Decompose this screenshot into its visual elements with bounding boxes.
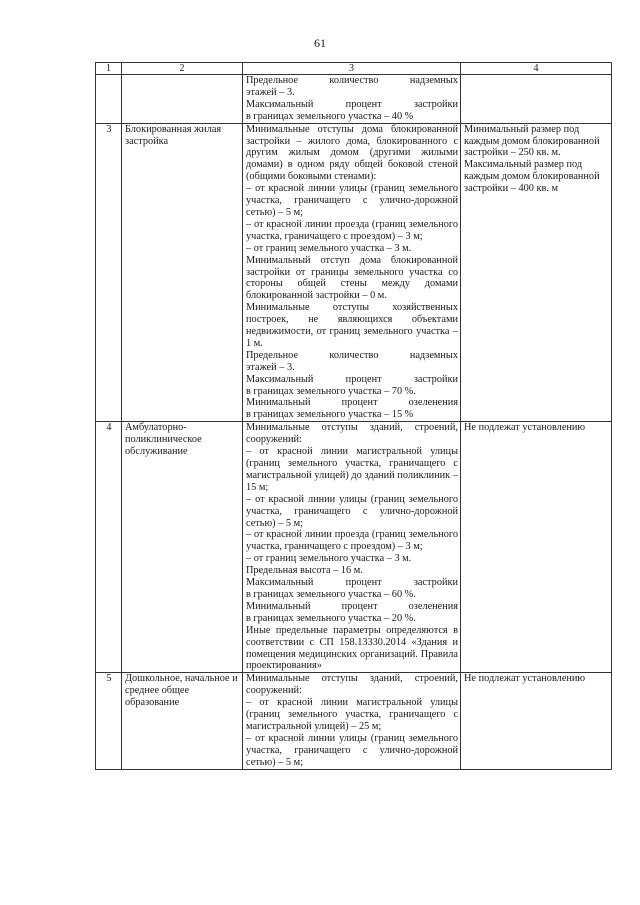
parameter-paragraph: Максимальный процент застройки — [246, 373, 458, 385]
parameter-paragraph: – от красной линии магистральной улицы (границ земельного участка, граничащего с магистральной улицей) до зданий поликлиник – 15 м; — [246, 446, 458, 493]
parameter-paragraph: Предельное количество надземных — [246, 349, 458, 361]
size-limit-paragraph: Не подлежат установлению — [464, 422, 586, 434]
parameter-paragraph: в границах земельного участка – 60 %. — [246, 588, 416, 600]
parameter-paragraph: Минимальный процент озеленения — [246, 600, 458, 612]
size-limit-paragraph: Минимальный размер под каждым домом блокированной застройки – 250 кв. м. — [464, 123, 600, 159]
parameter-paragraph: Иные предельные параметры определяются в соответствии с СП 158.13330.2014 «Здания и помещения медицинских организаций. Правила проектирования» — [246, 624, 458, 672]
size-limit-paragraph: Максимальный размер под каждым домом блокированной застройки – 400 кв. м — [464, 159, 600, 195]
size-limits-cell — [461, 673, 612, 769]
parameter-paragraph: Максимальный процент застройки — [246, 577, 458, 589]
parameter-paragraph: – от красной линии улицы (границ земельного участка, граничащего с улично-дорожной сетью) – 5 м; — [246, 732, 458, 768]
table-row — [96, 123, 612, 422]
parameters-cell — [243, 422, 461, 673]
parameter-paragraph: – от красной линии проезда (границ земельного участка, граничащего с проездом) – 3 м; — [246, 529, 458, 553]
size-limits-cell — [461, 123, 612, 422]
parameter-paragraph: этажей – 3. — [246, 361, 295, 373]
parameter-paragraph: – от красной линии улицы (границ земельного участка, граничащего с улично-дорожной сетью) – 5 м; — [246, 493, 458, 529]
parameters-cell — [243, 673, 461, 769]
land-use-name-cell — [122, 75, 243, 124]
parameter-paragraph: этажей – 3. — [246, 86, 295, 98]
parameter-paragraph: Минимальный отступ дома блокированной застройки от границы земельного участка со стороны общей стены между домами блокированной застройки – 0 м. — [246, 254, 458, 302]
parameter-paragraph: – от красной линии проезда (границ земельного участка, граничащего с проездом) – 3 м; — [246, 218, 458, 242]
parameter-paragraph: Минимальные отступы дома блокированной застройки – жилого дома, блокированного с другим жилым домом (другими жилыми домами) в одном ряду общей боковой стеной (общими боковыми стенами): — [246, 123, 458, 183]
parameter-paragraph: в границах земельного участка – 20 %. — [246, 612, 416, 624]
land-use-name-cell: Блокированная жилая застройка — [122, 123, 243, 422]
row-number-cell: 4 — [96, 422, 122, 673]
table-row — [96, 673, 612, 769]
column-header: 4 — [461, 63, 612, 75]
parameter-paragraph: Предельная высота – 16 м. — [246, 565, 363, 577]
parameter-paragraph: Предельное количество надземных — [246, 75, 458, 86]
table-row — [96, 422, 612, 673]
row-number-cell — [96, 75, 122, 124]
parameter-paragraph: Минимальные отступы зданий, строений, сооружений: — [246, 673, 458, 697]
parameter-paragraph: Минимальные отступы зданий, строений, сооружений: — [246, 422, 458, 446]
size-limits-cell — [461, 75, 612, 124]
page-number: 61 — [314, 36, 326, 50]
parameters-cell — [243, 123, 461, 422]
parameter-paragraph: Минимальный процент озеленения — [246, 397, 458, 409]
column-header: 1 — [96, 63, 122, 75]
size-limits-cell — [461, 422, 612, 673]
parameter-paragraph: – от границ земельного участка – 3 м. — [246, 242, 412, 254]
row-number-cell: 3 — [96, 123, 122, 422]
regulations-table — [95, 62, 612, 770]
parameter-paragraph: – от красной линии улицы (границ земельного участка, граничащего с улично-дорожной сетью) – 5 м; — [246, 183, 458, 218]
parameters-cell — [243, 75, 461, 124]
parameter-paragraph: в границах земельного участка – 40 % — [246, 110, 414, 122]
column-header: 3 — [243, 63, 461, 75]
parameter-paragraph: Минимальные отступы хозяйственных построек, не являющихся объектами недвижимости, от границ земельного участка – 1 м. — [246, 302, 458, 349]
parameter-paragraph: в границах земельного участка – 15 % — [246, 409, 414, 421]
land-use-name-cell: Дошкольное, начальное и среднее общее образование — [122, 673, 243, 769]
parameter-paragraph: в границах земельного участка – 70 %. — [246, 385, 416, 397]
table-row — [96, 75, 612, 124]
parameter-paragraph: – от границ земельного участка – 3 м. — [246, 553, 412, 565]
land-use-name-cell: Амбулаторно-поликлиническое обслуживание — [122, 422, 243, 673]
column-header: 2 — [122, 63, 243, 75]
column-number-row — [96, 63, 612, 75]
parameter-paragraph: – от красной линии магистральной улицы (границ земельного участка, граничащего с магистральной улицей) – 25 м; — [246, 697, 458, 732]
size-limit-paragraph: Не подлежат установлению — [464, 673, 586, 685]
row-number-cell: 5 — [96, 673, 122, 769]
parameter-paragraph: Максимальный процент застройки — [246, 98, 458, 110]
